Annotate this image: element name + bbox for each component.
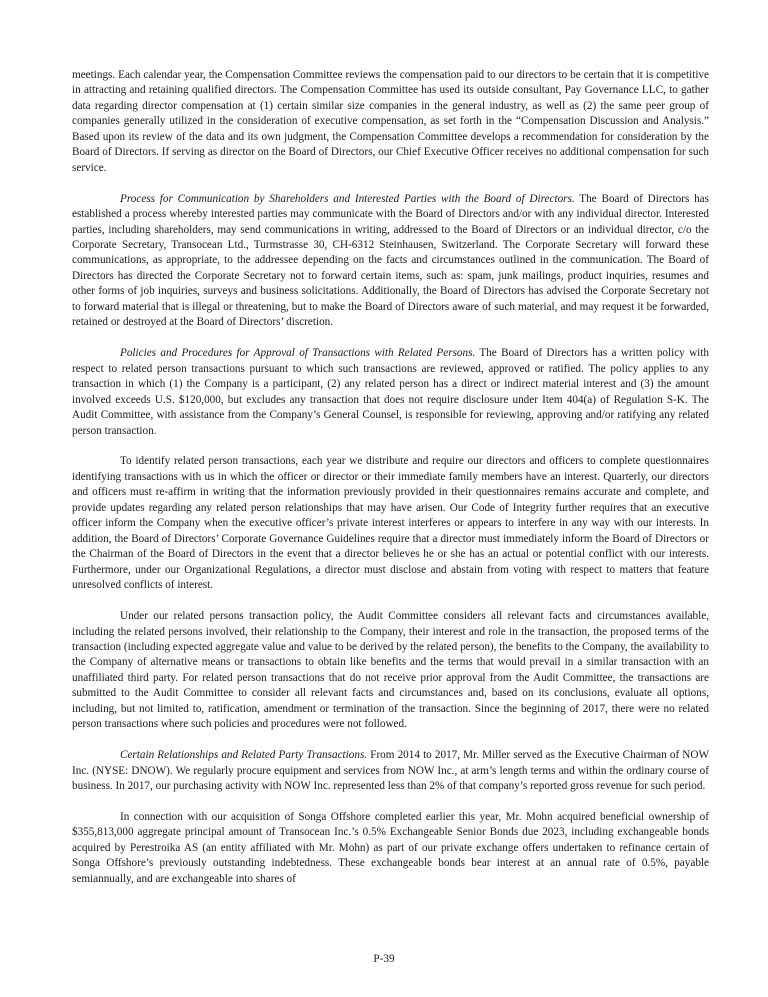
document-body (72, 68, 709, 887)
paragraph-heading: Certain Relationships and Related Party Transactions. (120, 749, 368, 762)
paragraph-text: The Board of Directors has established a process whereby interested parties may communicate with the Board of Directors and/or with any individual director. Interested parties, including shareholders, may send communications in writing, addressed to the Board of Directors or an individual director, c/o the Corporate Secretary, Transocean Ltd., Turmstrasse 30, CH-6312 Steinhausen, Switzerland. The Corporate Secretary will forward these communications, as appropriate, to the addressee depending on the facts and circumstances outlined in the communication. The Board of Directors has directed the Corporate Secretary not to forward certain items, such as: spam, junk mailings, product inquiries, resumes and other forms of job inquiries, surveys and business solicitations. Additionally, the Board of Directors has advised the Corporate Secretary not to forward material that is illegal or threatening, but to make the Board of Directors aware of such material, and may request it be forwarded, retained or destroyed at the Board of Directors’ discretion. (72, 192, 709, 329)
paragraph-heading: Process for Communication by Shareholders and Interested Parties with the Board of Directors. (120, 192, 575, 205)
page-number: P-39 (373, 953, 395, 965)
paragraph-text: Under our related persons transaction policy, the Audit Committee considers all relevant facts and circumstances available, including the related persons involved, their relationship to the Company, their interest and role in the transaction, the proposed terms of the transaction (including expected aggregate value and value to be derived by the related person), the benefits to the Company, the availability to the Company of alternative means or transactions to obtain like benefits and the terms that would prevail in a similar transaction with an unaffiliated third party. For related person transactions that do not receive prior approval from the Audit Committee, the transactions are submitted to the Audit Committee to consider all relevant facts and circumstances and, based on its conclusions, evaluate all options, including, but not limited to, ratification, amendment or termination of the transaction. Since the beginning of 2017, there were no related person transactions where such policies and procedures were not followed. (72, 610, 709, 731)
paragraph-related-person-policy (72, 346, 709, 439)
paragraph-text: To identify related person transactions, each year we distribute and require our directors and officers to complete questionnaires identifying transactions with us in which the officer or director or their immediate family members have an interest. Quarterly, our directors and officers must re-affirm in writing that the information previously provided in their questionnaires remains accurate and complete, and provide updates regarding any related person relationships that may have arisen. Our Code of Integrity further requires that an executive officer inform the Company when the executive officer’s private interest interferes or appears to interfere in any way with our interests. In addition, the Board of Directors’ Corporate Governance Guidelines require that a director must immediately inform the Board of Directors or the Chairman of the Board of Directors in the event that a director believes he or she has an actual or potential conflict with our interests. Furthermore, under our Organizational Regulations, a director must disclose and abstain from voting with respect to matters that feature unresolved conflicts of interest. (72, 455, 709, 592)
paragraph-heading: Policies and Procedures for Approval of Transactions with Related Persons. (120, 347, 476, 360)
paragraph-shareholder-communication (72, 192, 709, 331)
paragraph-songa-acquisition (72, 810, 709, 887)
paragraph-text: From 2014 to 2017, Mr. Miller served as the Executive Chairman of NOW Inc. (NYSE: DNOW). We regularly procure equipment and services from NOW Inc., at arm’s length terms and within the ordinary course of business. In 2017, our purchasing activity with NOW Inc. represented less than 2% of that company’s reported gross revenue for such period. (72, 749, 710, 793)
paragraph-text: meetings. Each calendar year, the Compensation Committee reviews the compensation paid to our directors to be certain that it is competitive in attracting and retaining qualified directors. The Compensation Committee has used its outside consultant, Pay Governance LLC, to gather data regarding director compensation at (1) certain similar size companies in the general industry, as well as (2) the same peer group of companies generally utilized in the consideration of executive compensation, as set forth in the “Compensation Discussion and Analysis.” Based upon its review of the data and its own judgment, the Compensation Committee develops a recommendation for consideration by the Board of Directors. If serving as director on the Board of Directors, our Chief Executive Officer receives no additional compensation for such service. (72, 69, 709, 174)
paragraph-text: In connection with our acquisition of Songa Offshore completed earlier this year, Mr. Mohn acquired beneficial ownership of $355,813,000 aggregate principal amount of Transocean Inc.’s 0.5% Exchangeable Senior Bonds due 2023, including exchangeable bonds acquired by Perestroika AS (an entity affiliated with Mr. Mohn) as part of our private exchange offers undertaken to refinance certain of Songa Offshore’s previously outstanding indebtedness. These exchangeable bonds bear interest at an annual rate of 0.5%, payable semiannually, and are exchangeable into shares of (72, 811, 709, 885)
paragraph-audit-committee-review (72, 609, 709, 733)
paragraph-text: The Board of Directors has a written policy with respect to related person transactions pursuant to which such transactions are reviewed, approved or ratified. The policy applies to any transaction in which (1) the Company is a participant, (2) any related person has a direct or indirect material interest and (3) the amount involved exceeds U.S. $120,000, but excludes any transaction that does not require disclosure under Item 404(a) of Regulation S-K. The Audit Committee, with assistance from the Company’s General Counsel, is responsible for reviewing, approving and/or ratifying any related person transaction. (72, 347, 709, 437)
paragraph-certain-relationships (72, 748, 709, 794)
paragraph-identify-transactions (72, 454, 709, 593)
paragraph-director-compensation-review (72, 68, 709, 176)
